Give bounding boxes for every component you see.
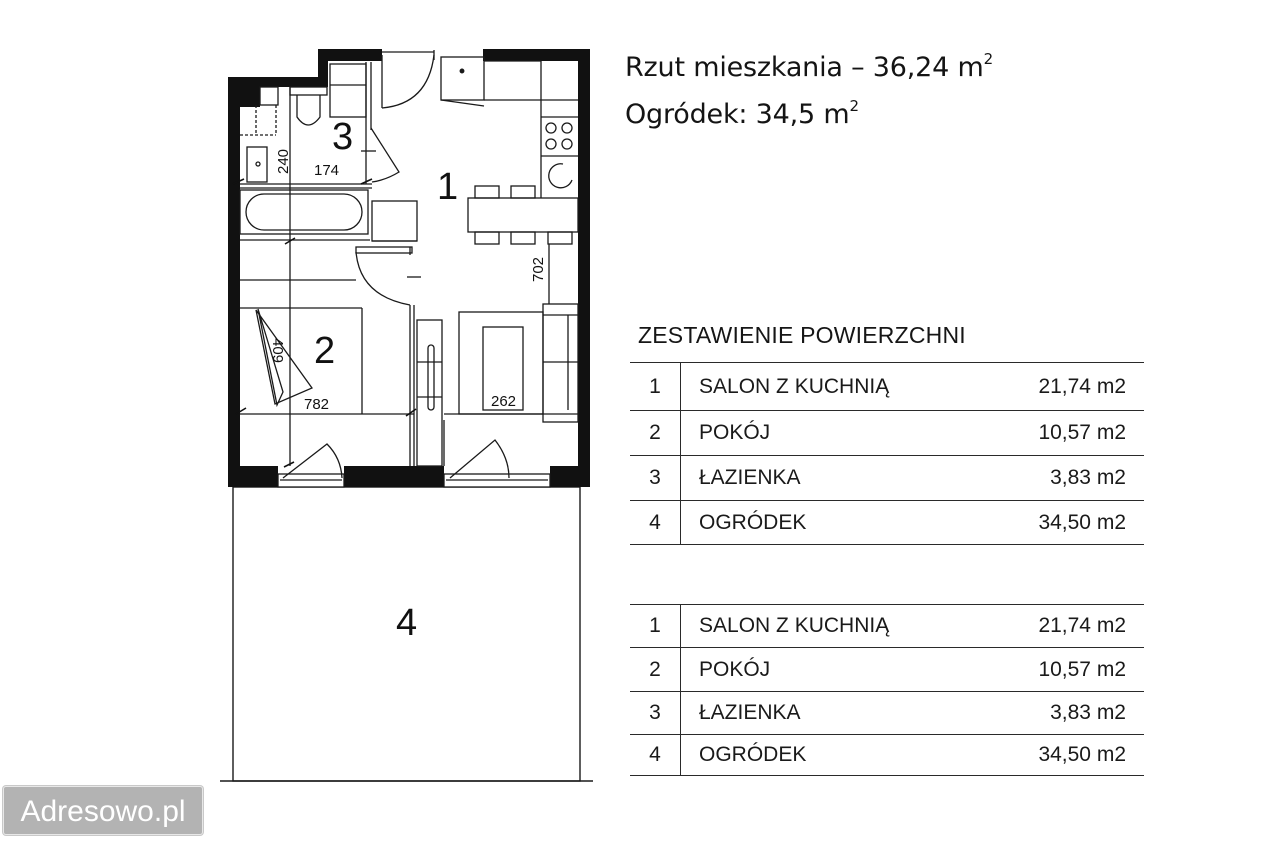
room-label-1: 1 bbox=[437, 166, 459, 208]
area-table-2 bbox=[630, 604, 1144, 776]
dimension-room2-width: 782 bbox=[304, 396, 330, 413]
room-area: 34,50 m2 bbox=[1038, 510, 1126, 534]
room-name: ŁAZIENKA bbox=[699, 466, 801, 489]
room-area: 10,57 m2 bbox=[1038, 657, 1126, 681]
watermark-badge: Adresowo.pl bbox=[3, 786, 203, 835]
room-name: POKÓJ bbox=[699, 421, 771, 444]
room-number: 2 bbox=[630, 411, 681, 456]
table-row bbox=[630, 648, 1144, 692]
room-number: 3 bbox=[630, 456, 681, 501]
table-row bbox=[630, 692, 1144, 735]
table-row bbox=[630, 411, 1144, 456]
area-table-1 bbox=[630, 362, 1144, 545]
dimension-bath-width: 174 bbox=[314, 162, 340, 179]
dimension-room2-height: 409 bbox=[269, 337, 287, 364]
room-label-3: 3 bbox=[332, 116, 354, 158]
dimension-living-width: 262 bbox=[491, 393, 517, 410]
room-number: 3 bbox=[630, 692, 681, 735]
room-number: 1 bbox=[630, 363, 681, 411]
room-number: 2 bbox=[630, 648, 681, 692]
superscript: 2 bbox=[849, 97, 859, 115]
room-area: 21,74 m2 bbox=[1038, 374, 1126, 398]
room-name: OGRÓDEK bbox=[699, 510, 807, 534]
apartment-area-text: Rzut mieszkania – 36,24 m bbox=[625, 52, 984, 83]
table-row bbox=[630, 605, 1144, 648]
room-number: 4 bbox=[630, 501, 681, 545]
table-row bbox=[630, 363, 1144, 411]
apartment-area-title bbox=[625, 40, 993, 87]
room-label-4: 4 bbox=[396, 602, 418, 644]
room-name: ŁAZIENKA bbox=[699, 701, 801, 724]
garden-area-title bbox=[625, 87, 993, 134]
room-area: 10,57 m2 bbox=[1038, 421, 1126, 444]
room-number: 4 bbox=[630, 735, 681, 776]
room-name: OGRÓDEK bbox=[699, 743, 807, 766]
room-name: SALON Z KUCHNIĄ bbox=[699, 374, 890, 398]
dimension-living-height: 702 bbox=[530, 256, 548, 283]
table-row bbox=[630, 735, 1144, 776]
table-row bbox=[630, 501, 1144, 545]
superscript: 2 bbox=[983, 50, 993, 68]
summary-heading: ZESTAWIENIE POWIERZCHNI bbox=[638, 322, 966, 348]
table-row bbox=[630, 456, 1144, 501]
room-name: POKÓJ bbox=[699, 657, 771, 681]
room-number: 1 bbox=[630, 605, 681, 648]
garden-area-text: Ogródek: 34,5 m bbox=[625, 99, 850, 130]
room-area: 21,74 m2 bbox=[1038, 614, 1126, 637]
dimension-bath-height: 240 bbox=[275, 148, 293, 175]
room-area: 34,50 m2 bbox=[1038, 743, 1126, 766]
plan-title bbox=[625, 40, 993, 134]
room-area: 3,83 m2 bbox=[1050, 466, 1126, 489]
room-label-2: 2 bbox=[314, 330, 336, 372]
room-area: 3,83 m2 bbox=[1050, 701, 1126, 724]
room-name: SALON Z KUCHNIĄ bbox=[699, 614, 890, 637]
